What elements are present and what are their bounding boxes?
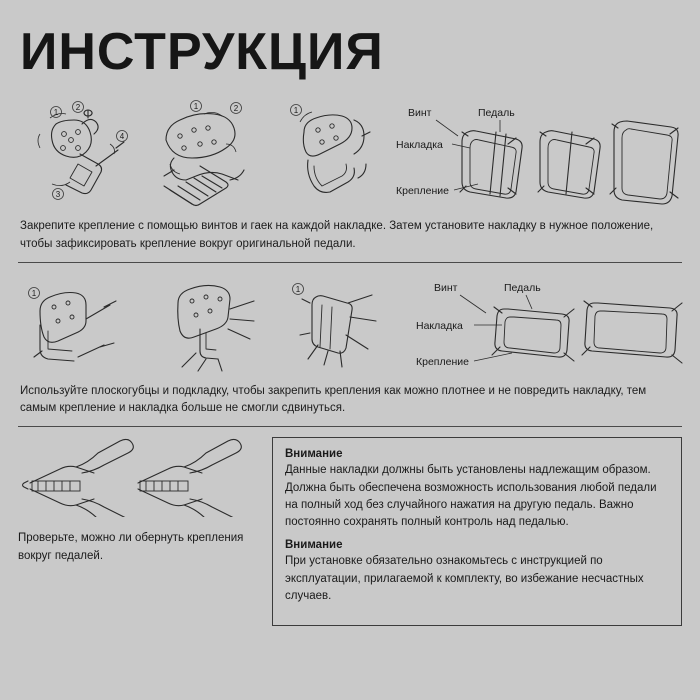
figure-4-labeled-pedals <box>396 88 686 208</box>
figure-5-mount-front <box>18 273 138 373</box>
label-screw: Винт <box>408 107 432 119</box>
section2-figures <box>18 273 682 373</box>
label-pad-2: Накладка <box>416 319 463 332</box>
label-mount: Крепление <box>396 185 449 197</box>
svg-text:1: 1 <box>293 106 299 115</box>
warning-2-title: Внимание <box>285 539 343 552</box>
section3-note: Проверьте, можно ли обернуть крепления вокруг педалей. <box>18 532 244 562</box>
svg-text:3: 3 <box>55 190 61 199</box>
warning-1-title: Внимание <box>285 448 343 461</box>
figure-8-labeled-wide-pedals <box>416 273 700 373</box>
svg-text:1: 1 <box>53 108 59 117</box>
page-title: ИНСТРУКЦИЯ <box>20 23 384 81</box>
svg-text:2: 2 <box>75 103 81 112</box>
section3 <box>18 437 682 626</box>
figure-1-exploded-pad <box>18 88 138 208</box>
section1-figures <box>18 88 682 208</box>
figure-2-pad-alignment <box>144 88 264 208</box>
warning-box <box>272 437 682 626</box>
label-screw-2: Винт <box>434 281 458 294</box>
section1-caption: Закрепите крепление с помощью винтов и гаек на каждой накладке. Затем установите накладку в нужное положение, чтобы зафиксировать крепление вокруг оригинальной педали. <box>20 220 654 250</box>
warning-1-body: Данные накладки должны быть установлены надлежащим образом. Должна быть обеспечена возможность использования любой педали на полный ход без случайного нажатия на другую педаль. Важно постоянно сохранять полный контроль над педалью. <box>285 464 657 528</box>
svg-text:1: 1 <box>31 288 37 298</box>
svg-text:1: 1 <box>193 102 199 111</box>
svg-text:4: 4 <box>119 132 125 141</box>
warning-2-body: При установке обязательно ознакомьтесь с инструкцией по эксплуатации, прилагаемой к комплекту, во избежание несчастных случаев. <box>285 555 644 602</box>
divider-1 <box>18 262 682 263</box>
label-pedal: Педаль <box>478 107 515 119</box>
label-mount-2: Крепление <box>416 355 469 368</box>
svg-text:2: 2 <box>233 104 239 113</box>
svg-text:1: 1 <box>295 284 301 294</box>
figure-9-pliers <box>18 437 258 517</box>
section3-left <box>18 437 258 576</box>
label-pad: Накладка <box>396 139 443 151</box>
label-pedal-2: Педаль <box>504 281 541 294</box>
figure-7-mount-clamped <box>280 273 410 373</box>
figure-3-pad-side-view <box>270 88 390 208</box>
divider-2 <box>18 426 682 427</box>
figure-6-mount-angled <box>144 273 274 373</box>
section2-caption: Используйте плоскогубцы и подкладку, чтобы закрепить крепления как можно плотнее и не повредить накладку, тем самым крепление и накладка больше не смогли сдвинуться. <box>20 384 647 415</box>
